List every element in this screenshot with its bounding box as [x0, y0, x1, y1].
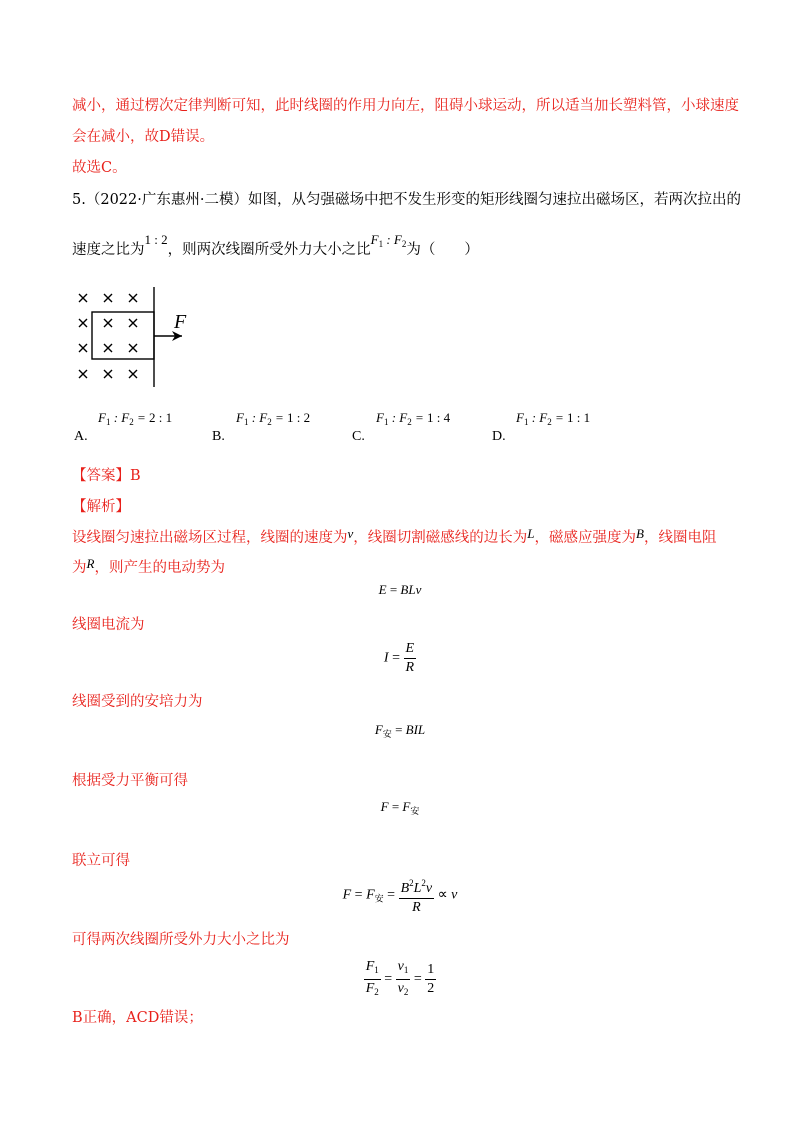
question-line [72, 232, 479, 264]
field-cross-marks [79, 294, 137, 378]
option-ratio: $F_1$ : $F_2 = 1$ : 1 [516, 410, 591, 427]
analysis-line: 设线圈匀速拉出磁场区过程，线圈的速度为v，线圈切割磁感线的边长为L，磁感应强度为B，线圈电阻 [72, 526, 717, 546]
option-a[interactable]: A. $F_1$ : $F_2 = 2$ : 1 [74, 410, 173, 444]
equation-balance: $F = F_安$ [380, 799, 420, 816]
answer-tag: 【答案】 [72, 468, 130, 484]
force-ratio-symbol: $F_1$ : $F_2$ [370, 232, 407, 249]
question-text: 速度之比为 [72, 242, 145, 258]
question-number: 5. [72, 192, 86, 208]
velocity-ratio: 1 : 2 [144, 232, 168, 247]
question-text: ，则两次线圈所受外力大小之比 [167, 242, 371, 258]
option-ratio: $F_1$ : $F_2 = 1$ : 4 [376, 410, 451, 427]
equation-ratio: $\frac{F_1}{F_2}$ = $\frac{v_1}{v_2}$ = $\frac{1}{2}$ [365, 959, 435, 997]
magnetic-field-figure [70, 285, 210, 395]
question-source: （2022·广东惠州·二模） [85, 192, 248, 208]
option-b[interactable]: B. $F_1$ : $F_2 = 1$ : 2 [212, 410, 311, 444]
question-text: 如图，从匀强磁场中把不发生形变的矩形线圈匀速拉出磁场区，若两次拉出的 [247, 192, 741, 208]
question-text: 为（ ） [406, 242, 479, 258]
equation-emf: E = BLv [378, 582, 422, 597]
rectangular-coil [92, 312, 154, 359]
question-line [72, 190, 741, 210]
option-ratio: $F_1$ : $F_2 = 2$ : 1 [98, 410, 173, 427]
analysis-line: 根据受力平衡可得 [72, 773, 188, 789]
analysis-line: B正确，ACD错误； [72, 1010, 203, 1026]
answer-value: B [130, 468, 141, 484]
paragraph-line: 减小，通过楞次定律判断可知，此时线圈的作用力向左，阻碍小球运动，所以适当加长塑料管，小球速度 [72, 98, 739, 114]
option-c[interactable]: C. $F_1$ : $F_2 = 1$ : 4 [352, 410, 451, 444]
equation-ampere-force: $F_安$ = BIL [374, 722, 426, 739]
analysis-line: 线圈受到的安培力为 [72, 694, 203, 710]
answer-line [72, 466, 141, 486]
analysis-line: 为R，则产生的电动势为 [72, 556, 225, 576]
analysis-line: 联立可得 [72, 853, 130, 869]
equation-combined: $F = F_安$ = $\frac{B^2L^2v}{R}$ ∝ v [0, 874, 800, 917]
option-d[interactable]: D. $F_1$ : $F_2 = 1$ : 1 [492, 410, 591, 444]
analysis-line: 可得两次线圈所受外力大小之比为 [72, 932, 290, 948]
option-ratio: $F_1$ : $F_2 = 1$ : 2 [236, 410, 311, 427]
analysis-tag: 【解析】 [72, 499, 130, 515]
force-label: F [174, 311, 187, 333]
paragraph-line: 会在减小，故D错误。 [72, 129, 215, 145]
equation-current: I = $\frac{E}{R}$ [383, 641, 415, 675]
analysis-line: 线圈电流为 [72, 617, 145, 633]
paragraph-line: 故选C。 [72, 160, 127, 176]
